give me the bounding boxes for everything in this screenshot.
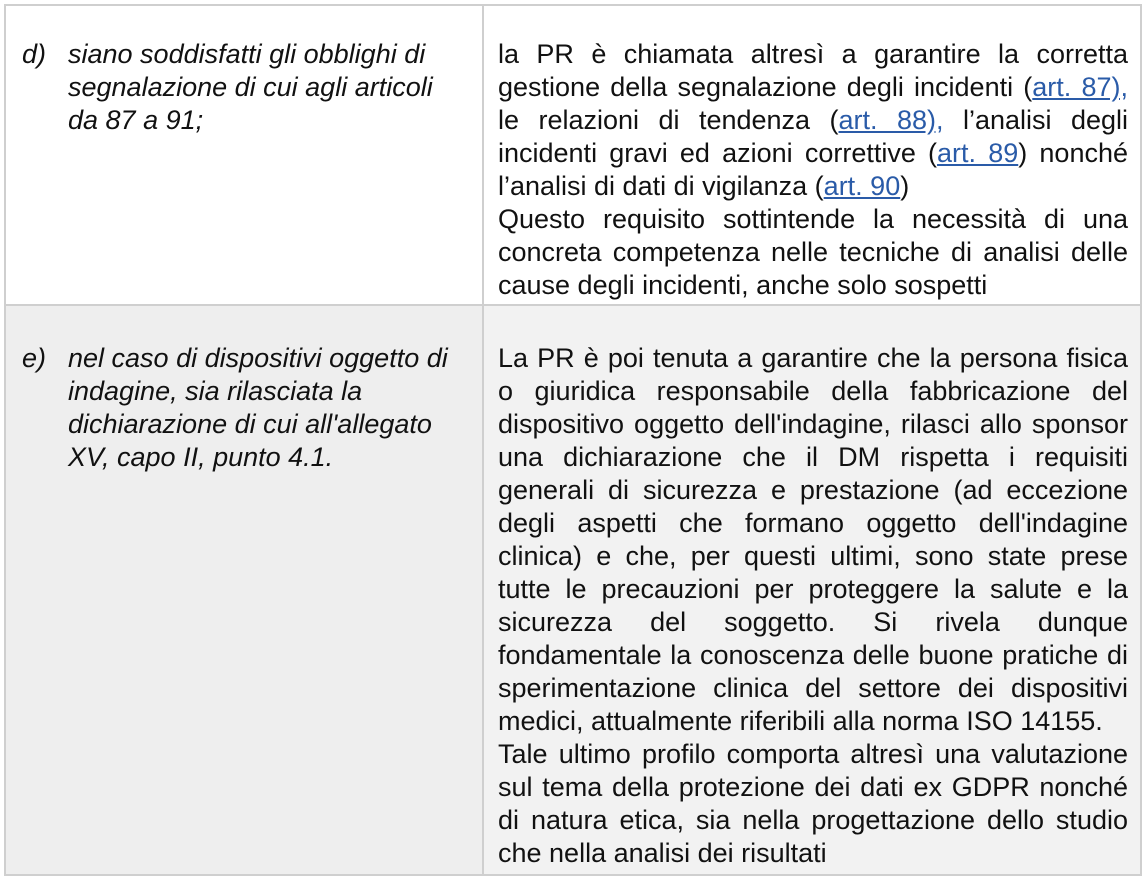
commentary-text: l’analisi degli incidenti gravi ed azioni correttive (	[498, 105, 1128, 168]
commentary-paragraph	[498, 38, 1128, 203]
commentary-text: )	[900, 171, 910, 201]
item-letter: e)	[22, 343, 47, 373]
commentary-paragraph: Tale ultimo profilo comporta altresì una valutazione sul tema della protezione dei dati ex GDPR nonché di natura etica, sia nella progettazione dello studio che nella analisi dei risultati	[498, 739, 1128, 868]
item-letter: d)	[22, 39, 47, 69]
requirement-text: nel caso di dispositivi oggetto di indagine, sia rilasciata la dichiarazione di cui all'allegato XV, capo II, punto 4.1.	[68, 343, 448, 472]
table-row	[5, 305, 1141, 875]
link-art-89[interactable]: art. 89	[937, 138, 1019, 168]
commentary-cell	[483, 5, 1141, 305]
commentary-paragraph: Questo requisito sottintende la necessità di una concreta competenza nelle tecniche di analisi delle cause degli incidenti, anche solo sospetti	[498, 204, 1128, 300]
commentary-cell	[483, 305, 1141, 875]
commentary-paragraph: La PR è poi tenuta a garantire che la persona fisica o giuridica responsabile della fabbricazione del dispositivo oggetto dell'indagine, rilasci allo sponsor una dichiarazione che il DM rispetta i requisiti generali di sicurezza e prestazione (ad eccezione degli aspetti che formano oggetto dell'indagine clinica) e che, per questi ultimi, sono state prese tutte le precauzioni per proteggere la salute e la sicurezza del soggetto. Si rivela dunque fondamentale la conoscenza delle buone pratiche di sperimentazione clinica del settore dei dispositivi medici, attualmente riferibili alla norma ISO 14155.	[498, 343, 1128, 736]
table-row	[5, 5, 1141, 305]
requirement-cell	[5, 5, 483, 305]
requirement-text: siano soddisfatti gli obblighi di segnalazione di cui agli articoli da 87 a 91;	[68, 39, 433, 135]
requirement-cell	[5, 305, 483, 875]
link-art-88[interactable]: art. 88),	[838, 105, 944, 135]
link-art-87[interactable]: art. 87),	[1032, 72, 1129, 102]
commentary-text: le relazioni di tendenza (	[498, 105, 839, 135]
commentary-text: ) nonché l’analisi di dati di vigilanza (	[498, 138, 1128, 201]
requirements-table	[4, 4, 1142, 876]
link-art-90[interactable]: art. 90	[823, 171, 901, 201]
commentary-text: la PR è chiamata altresì a garantire la corretta gestione della segnalazione degli incidenti (	[498, 39, 1128, 102]
